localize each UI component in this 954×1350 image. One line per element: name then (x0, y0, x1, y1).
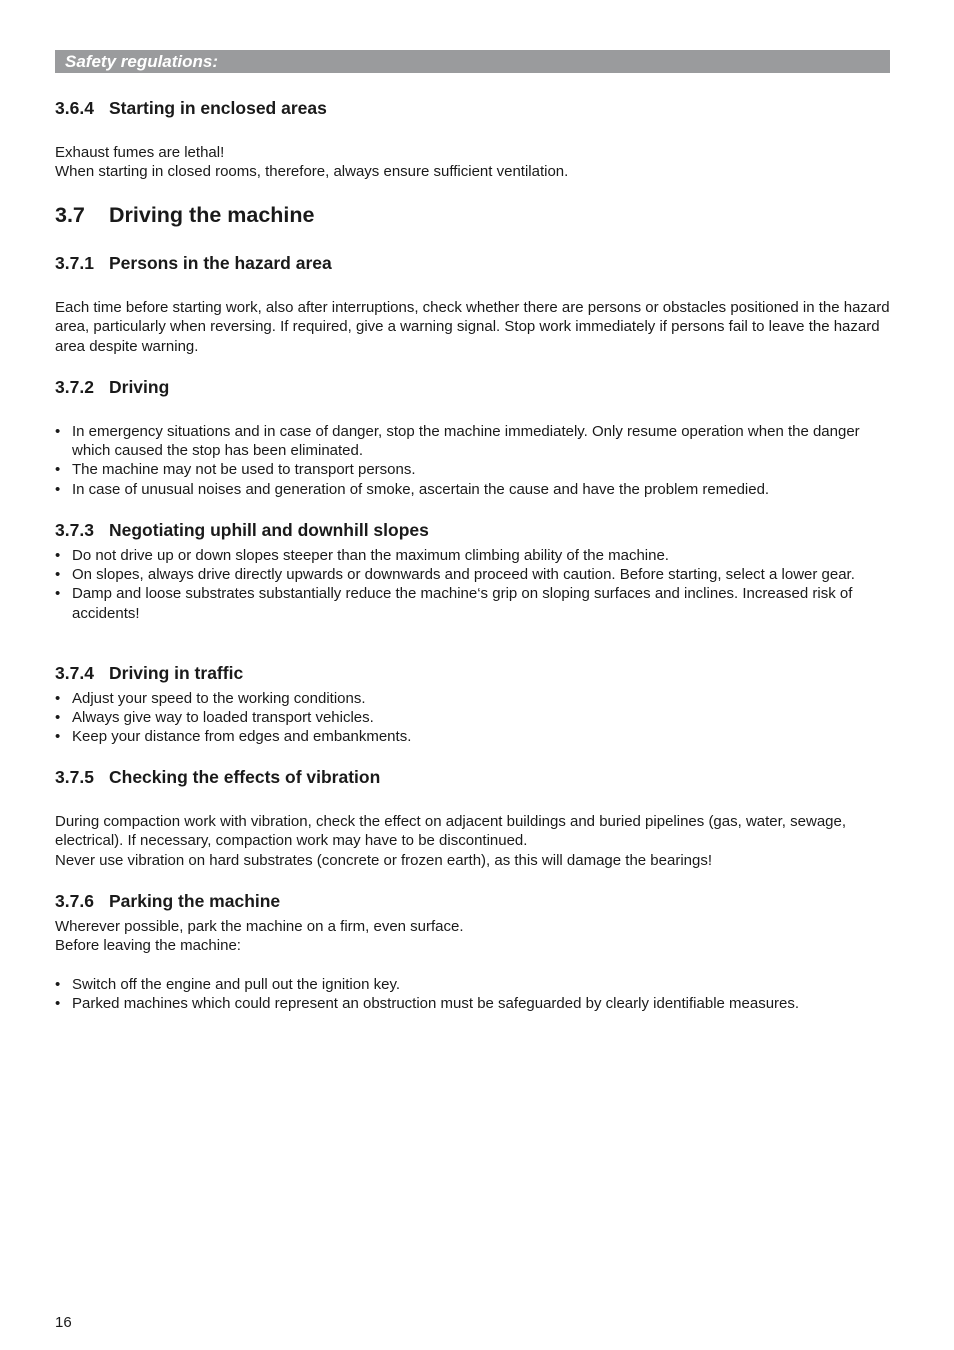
banner-title: Safety regulations: (65, 52, 219, 71)
heading-title: Persons in the hazard area (109, 253, 332, 273)
bullet: • (55, 709, 61, 727)
list-item-text: Keep your distance from edges and embankments. (72, 728, 412, 746)
heading-3-7-5 (55, 766, 380, 788)
heading-number: 3.7.4 (55, 663, 94, 683)
heading-title: Driving (109, 377, 170, 397)
bullet: • (55, 461, 61, 479)
list-item-text: In emergency situations and in case of danger, stop the machine immediately. Only resume operation when the danger which caused the stop has been eliminated. (72, 423, 860, 460)
list-item-text: Do not drive up or down slopes steeper than the maximum climbing ability of the machine. (72, 547, 669, 564)
bullet: • (55, 423, 61, 440)
text-line: Before leaving the machine: (55, 937, 241, 955)
list-item-text: Adjust your speed to the working conditions. (72, 690, 366, 707)
paragraph-exhaust (55, 143, 895, 182)
heading-3-7-1 (55, 252, 332, 274)
list-item-text: In case of unusual noises and generation of smoke, ascertain the cause and have the problem remedied. (72, 480, 770, 498)
list-item (55, 994, 895, 1013)
bullet-list-slopes (55, 546, 895, 623)
bullet: • (55, 995, 61, 1013)
list-item (55, 584, 895, 622)
text-paragraph: During compaction work with vibration, check the effect on adjacent buildings and buried pipelines (gas, water, sewage, electrical). If necessary, compaction work may have to be discontinued. (55, 813, 847, 850)
bullet-list-parking (55, 975, 895, 1013)
text-line: Exhaust fumes are lethal! (55, 144, 225, 161)
heading-number: 3.7 (55, 203, 85, 227)
list-item-text: Switch off the engine and pull out the ignition key. (72, 976, 401, 993)
list-item (55, 460, 895, 479)
list-item (55, 546, 895, 565)
heading-title: Parking the machine (109, 891, 281, 911)
heading-3-7-3 (55, 519, 429, 541)
list-item (55, 565, 895, 584)
bullet: • (55, 690, 61, 707)
heading-3-6-4 (55, 97, 327, 119)
text-line: Wherever possible, park the machine on a firm, even surface. (55, 918, 464, 935)
list-item (55, 727, 895, 746)
section-banner (55, 50, 890, 73)
list-item-text: Damp and loose substrates substantially reduce the machine‘s grip on sloping surfaces and inclines. Increased risk of accidents! (72, 585, 853, 622)
list-item (55, 689, 895, 708)
heading-3-7-2 (55, 376, 169, 398)
heading-number: 3.7.3 (55, 520, 94, 540)
paragraph-vibration (55, 812, 895, 870)
heading-3-7-4 (55, 662, 243, 684)
heading-number: 3.6.4 (55, 98, 94, 118)
heading-number: 3.7.2 (55, 377, 94, 397)
list-item (55, 708, 895, 727)
list-item-text: The machine may not be used to transport persons. (72, 461, 416, 479)
heading-3-7-6 (55, 890, 280, 912)
heading-title: Driving in traffic (109, 663, 244, 683)
bullet: • (55, 585, 61, 603)
paragraph-hazard-area: Each time before starting work, also after interruptions, check whether there are persons or obstacles positioned in the hazard area, particularly when reversing. If required, give a warning signal. Stop work immediately if persons fail to leave the hazard area despite warning. (55, 299, 890, 355)
bullet: • (55, 480, 61, 498)
bullet: • (55, 547, 61, 564)
bullet: • (55, 976, 61, 993)
list-item-text: Always give way to loaded transport vehicles. (72, 709, 374, 727)
heading-3-7 (55, 202, 315, 228)
list-item (55, 480, 895, 499)
list-item-text: On slopes, always drive directly upwards or downwards and proceed with caution. Before starting, select a lower gear. (72, 566, 855, 584)
bullet: • (55, 728, 61, 746)
paragraph-parking (55, 917, 895, 956)
text-paragraph: Never use vibration on hard substrates (concrete or frozen earth), as this will damage the bearings! (55, 851, 712, 869)
heading-title: Driving the machine (109, 203, 315, 227)
heading-number: 3.7.1 (55, 253, 94, 273)
heading-title: Negotiating uphill and downhill slopes (109, 520, 429, 540)
bullet-list-traffic (55, 689, 895, 747)
heading-title: Starting in enclosed areas (109, 98, 327, 118)
heading-number: 3.7.6 (55, 891, 94, 911)
bullet: • (55, 566, 61, 584)
bullet-list-driving (55, 422, 895, 499)
list-item (55, 975, 895, 994)
page-number: 16 (55, 1314, 72, 1331)
heading-title: Checking the effects of vibration (109, 767, 381, 787)
text-line: When starting in closed rooms, therefore, always ensure sufficient ventilation. (55, 163, 569, 181)
list-item (55, 422, 895, 460)
list-item-text: Parked machines which could represent an obstruction must be safeguarded by clearly identifiable measures. (72, 995, 800, 1013)
heading-number: 3.7.5 (55, 767, 94, 787)
